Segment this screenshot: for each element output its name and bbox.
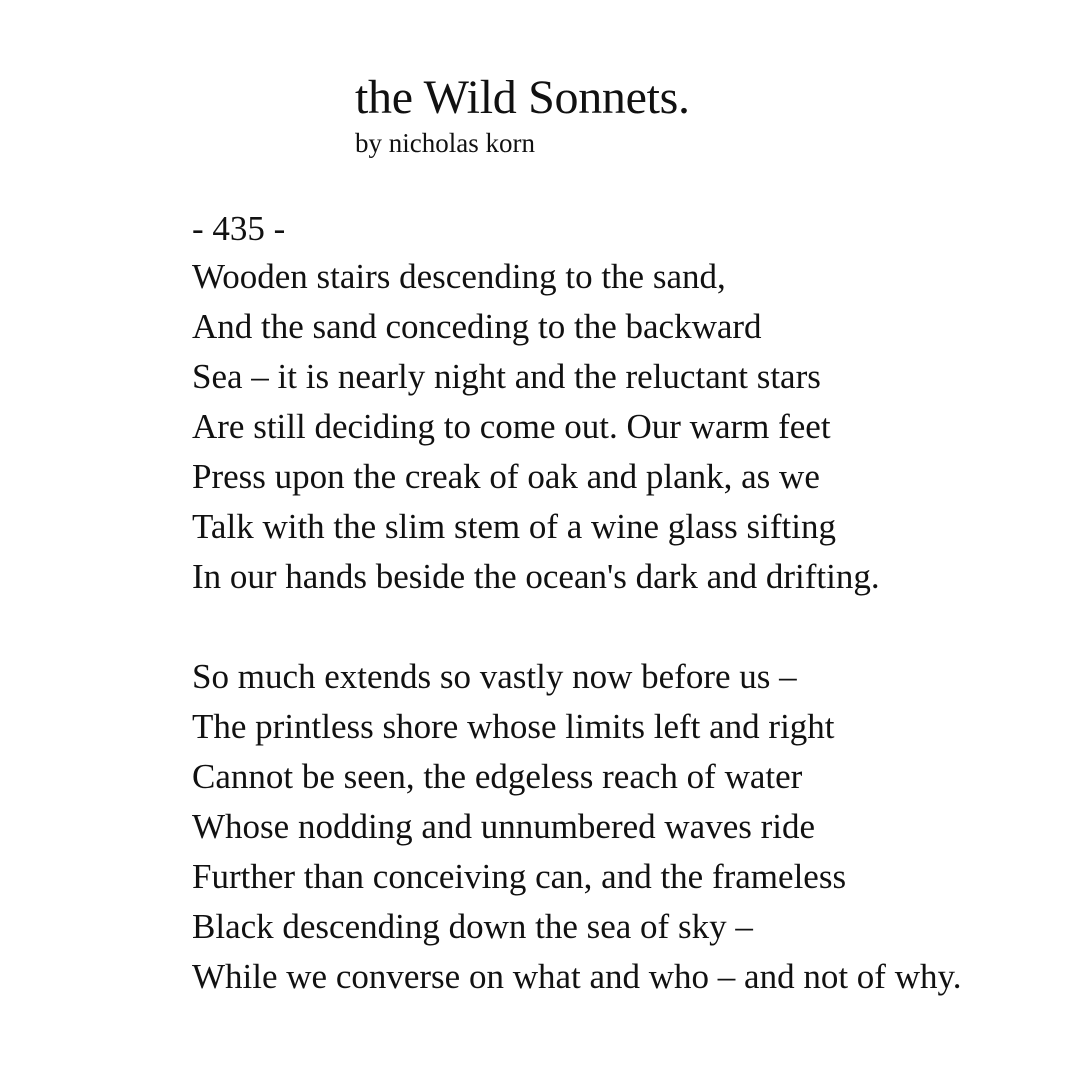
stanza-2 xyxy=(192,652,1062,1002)
poem-line: Cannot be seen, the edgeless reach of water xyxy=(192,757,803,796)
stanza-1 xyxy=(192,252,1062,602)
header xyxy=(355,70,690,160)
poem-body xyxy=(192,206,1062,1002)
poem-line: Further than conceiving can, and the frameless xyxy=(192,857,847,896)
poem-line: Black descending down the sea of sky – xyxy=(192,907,753,946)
poem-line: The printless shore whose limits left and right xyxy=(192,707,835,746)
poem-line: While we converse on what and who – and not of why. xyxy=(192,957,962,996)
poem-line: So much extends so vastly now before us – xyxy=(192,657,797,696)
poem-line: Sea – it is nearly night and the reluctant stars xyxy=(192,357,821,396)
poem-collection-title: the Wild Sonnets. xyxy=(355,71,690,124)
author-byline: by nicholas korn xyxy=(355,128,535,158)
poem-line: Whose nodding and unnumbered waves ride xyxy=(192,807,816,846)
sonnet-number: - 435 - xyxy=(192,209,286,248)
poem-line: Wooden stairs descending to the sand, xyxy=(192,257,726,296)
poem-line: And the sand conceding to the backward xyxy=(192,307,762,346)
poem-line: Are still deciding to come out. Our warm feet xyxy=(192,407,831,446)
poem-line: Press upon the creak of oak and plank, as we xyxy=(192,457,820,496)
stanza-divider xyxy=(192,602,1062,652)
poem-line: In our hands beside the ocean's dark and drifting. xyxy=(192,557,880,596)
poem-line: Talk with the slim stem of a wine glass sifting xyxy=(192,507,836,546)
